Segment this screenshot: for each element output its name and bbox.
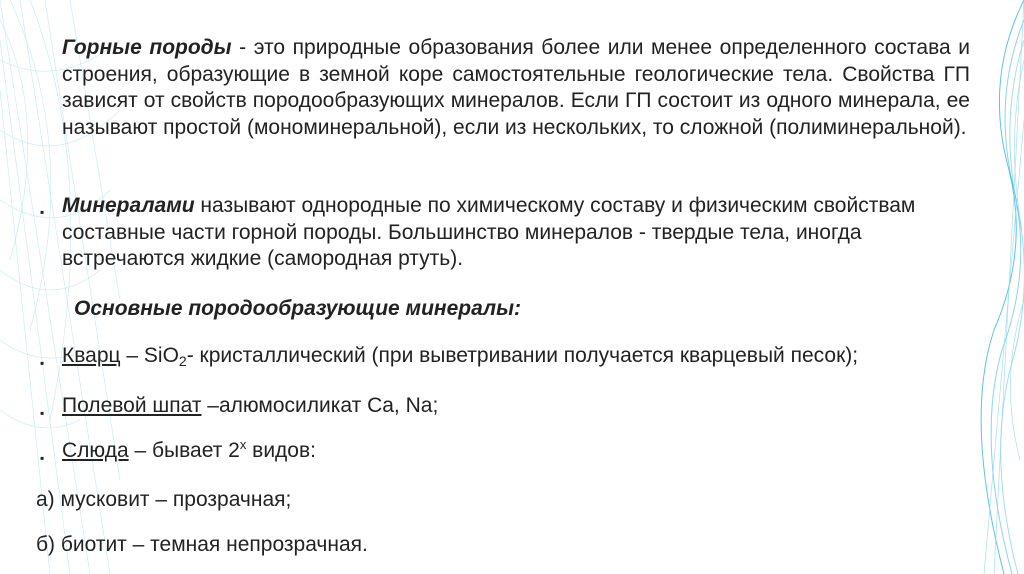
item-mica	[62, 438, 316, 465]
rocks-definition: - это природные образования более или менее определенного состава и строения, образующие в земной коре самостоятельные геологические тела. Свойства ГП зависят от свойств породообразующих минералов. Если ГП состоит из одного минерала, ее называют простой (мономинеральной), если из нескольких, то сложной (полиминеральной).	[62, 36, 970, 139]
mica-name: Слюда	[62, 439, 129, 462]
quartz-subscript: 2	[178, 353, 187, 369]
item-quartz	[62, 343, 1002, 370]
quartz-name: Кварц	[62, 344, 121, 367]
mica-description-end: видов:	[246, 439, 316, 462]
feldspar-description: –алюмосиликат Ca, Na;	[201, 394, 439, 417]
paragraph-minerals	[62, 193, 962, 273]
paragraph-rocks	[62, 35, 970, 141]
bullet-minerals: ▪	[40, 205, 45, 219]
mica-description: – бывает 2	[128, 439, 240, 462]
minerals-definition: называют однородные по химическому составу и физическим свойствам составные части горной породы. Большинство минералов - твердые тела, иногда встречаются жидкие (самородная ртуть).	[62, 194, 916, 270]
feldspar-name: Полевой шпат	[62, 394, 202, 417]
item-muscovite: а) мусковит – прозрачная;	[36, 488, 292, 511]
subheading-main-minerals: Основные породообразующие минералы:	[74, 297, 522, 320]
quartz-description: - кристаллический (при выветривании получается кварцевый песок);	[186, 344, 859, 367]
bullet-quartz: ▪	[40, 356, 45, 370]
item-feldspar	[62, 393, 438, 420]
term-minerals: Минералами	[62, 194, 195, 217]
bullet-feldspar: ▪	[40, 406, 45, 420]
item-biotite: б) биотит – темная непрозрачная.	[36, 533, 368, 556]
mica-superscript: х	[239, 437, 247, 452]
term-rocks: Горные породы	[62, 36, 232, 59]
bullet-mica: ▪	[40, 451, 45, 465]
quartz-formula: – SiO	[120, 344, 179, 367]
